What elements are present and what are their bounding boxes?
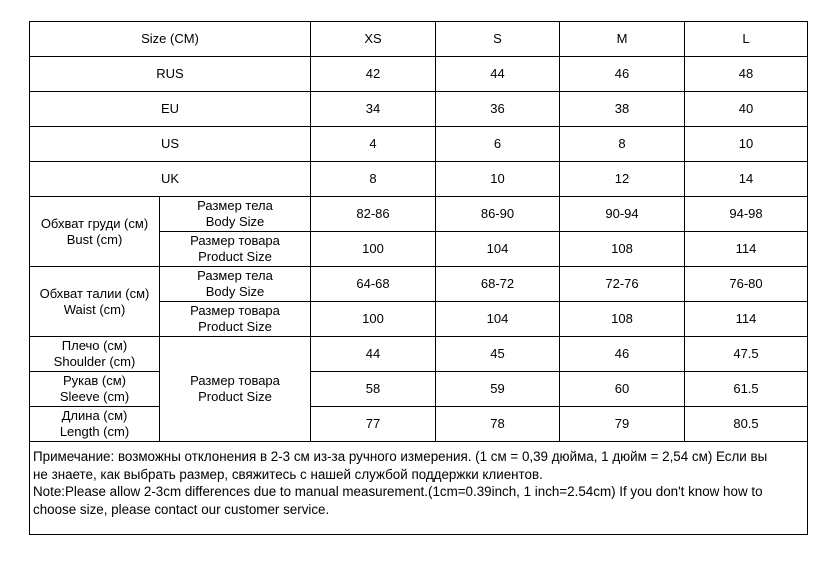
table-cell: 8 [311, 162, 436, 197]
measurement-note [30, 442, 808, 535]
header-row [30, 22, 808, 57]
table-cell: 14 [685, 162, 808, 197]
shoulder-label-en: Shoulder (cm) [53, 354, 136, 369]
table-cell: 79 [560, 407, 685, 442]
shoulder-label-ru: Плечо (см) [61, 338, 128, 353]
row-label-eu: EU [30, 92, 311, 127]
table-cell: 76-80 [685, 267, 808, 302]
table-cell: 100 [311, 232, 436, 267]
sub-label-body-size [160, 267, 311, 302]
body-size-label-en: Body Size [205, 214, 265, 229]
table-cell: 42 [311, 57, 436, 92]
body-size-label-ru: Размер тела [197, 198, 273, 213]
table-cell: 114 [685, 232, 808, 267]
product-size-label-ru: Размер товара [190, 303, 280, 318]
table-cell: 46 [560, 57, 685, 92]
table-row-bust-body [30, 197, 808, 232]
table-row-sleeve [30, 372, 808, 407]
table-cell: 46 [560, 337, 685, 372]
table-cell: 38 [560, 92, 685, 127]
size-chart-table [29, 21, 808, 535]
size-header-xs: XS [311, 22, 436, 57]
table-row-note [30, 442, 808, 535]
table-cell: 61.5 [685, 372, 808, 407]
note-line-en-1: Note:Please allow 2-3cm differences due to manual measurement.(1cm=0.39inch, 1 inch=2.54cm) If you don't know how to [33, 484, 763, 499]
table-row-eu [30, 92, 808, 127]
sleeve-label-ru: Рукав (см) [63, 373, 126, 388]
row-label-uk: UK [30, 162, 311, 197]
table-cell: 40 [685, 92, 808, 127]
table-cell: 94-98 [685, 197, 808, 232]
table-cell: 108 [560, 232, 685, 267]
table-cell: 4 [311, 127, 436, 162]
table-cell: 58 [311, 372, 436, 407]
product-size-label-en: Product Size [198, 249, 272, 264]
sub-label-product-size [160, 232, 311, 267]
row-label-bust [30, 197, 160, 267]
table-cell: 108 [560, 302, 685, 337]
note-line-ru-1: Примечание: возможны отклонения в 2-3 см из-за ручного измерения. (1 см = 0,39 дюйма, 1 дюйм = 2,54 см) Если вы [33, 449, 768, 464]
table-cell: 86-90 [436, 197, 560, 232]
table-cell: 10 [685, 127, 808, 162]
table-cell: 64-68 [311, 267, 436, 302]
row-label-shoulder [30, 337, 160, 372]
bust-label-ru: Обхват груди (см) [40, 215, 149, 231]
size-header-label: Size (CM) [30, 22, 311, 57]
table-cell: 60 [560, 372, 685, 407]
row-label-rus: RUS [30, 57, 311, 92]
table-cell: 104 [436, 302, 560, 337]
table-cell: 59 [436, 372, 560, 407]
product-size-label-en: Product Size [198, 389, 272, 404]
table-row-length [30, 407, 808, 442]
table-cell: 80.5 [685, 407, 808, 442]
length-label-ru: Длина (см) [61, 408, 128, 423]
sub-label-body-size [160, 197, 311, 232]
table-cell: 78 [436, 407, 560, 442]
table-cell: 48 [685, 57, 808, 92]
table-cell: 6 [436, 127, 560, 162]
table-cell: 114 [685, 302, 808, 337]
table-cell: 8 [560, 127, 685, 162]
body-size-label-ru: Размер тела [197, 268, 273, 283]
product-size-label-ru: Размер товара [190, 373, 280, 388]
body-size-label-en: Body Size [205, 284, 265, 299]
row-label-us: US [30, 127, 311, 162]
sub-label-product-size [160, 302, 311, 337]
sleeve-label-en: Sleeve (cm) [59, 389, 130, 404]
row-label-sleeve [30, 372, 160, 407]
note-line-ru-2: не знаете, как выбрать размер, свяжитесь с нашей службой поддержки клиентов. [33, 466, 543, 482]
row-label-length [30, 407, 160, 442]
row-label-waist [30, 267, 160, 337]
table-cell: 44 [311, 337, 436, 372]
table-cell: 45 [436, 337, 560, 372]
table-row-rus [30, 57, 808, 92]
size-header-s: S [436, 22, 560, 57]
table-row-waist-body [30, 267, 808, 302]
table-cell: 34 [311, 92, 436, 127]
table-cell: 77 [311, 407, 436, 442]
table-row-us [30, 127, 808, 162]
length-label-en: Length (cm) [59, 424, 130, 439]
table-cell: 100 [311, 302, 436, 337]
table-cell: 44 [436, 57, 560, 92]
table-cell: 10 [436, 162, 560, 197]
table-cell: 47.5 [685, 337, 808, 372]
product-size-label-ru: Размер товара [190, 233, 280, 248]
bust-label-en: Bust (cm) [66, 231, 123, 247]
table-cell: 104 [436, 232, 560, 267]
table-cell: 12 [560, 162, 685, 197]
waist-label-ru: Обхват талии (см) [39, 285, 150, 301]
table-cell: 82-86 [311, 197, 436, 232]
size-header-m: M [560, 22, 685, 57]
table-row-uk [30, 162, 808, 197]
waist-label-en: Waist (cm) [63, 301, 126, 317]
product-size-label-en: Product Size [198, 319, 272, 334]
table-cell: 68-72 [436, 267, 560, 302]
table-row-shoulder [30, 337, 808, 372]
table-cell: 72-76 [560, 267, 685, 302]
table-cell: 36 [436, 92, 560, 127]
table-cell: 90-94 [560, 197, 685, 232]
sub-label-product-size-group [160, 337, 311, 442]
note-line-en-2: choose size, please contact our customer service. [33, 501, 330, 517]
size-header-l: L [685, 22, 808, 57]
